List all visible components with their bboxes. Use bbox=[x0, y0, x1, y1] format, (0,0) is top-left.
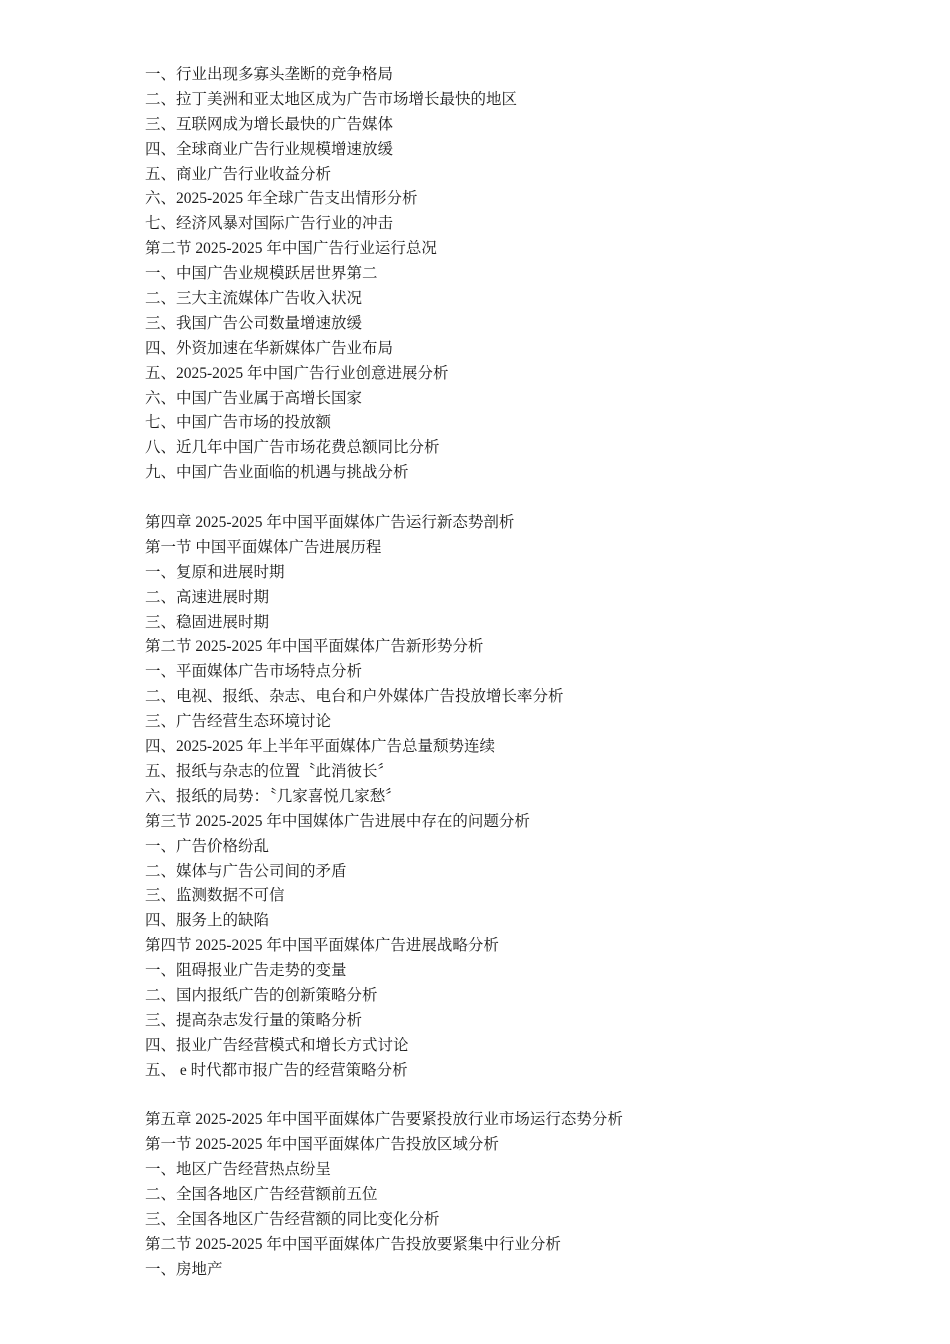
toc-line: 七、中国广告市场的投放额 bbox=[145, 414, 332, 432]
toc-line: 五、 e 时代都市报广告的经营策略分析 bbox=[145, 1061, 408, 1079]
toc-section-heading: 第一节 中国平面媒体广告进展历程 bbox=[145, 538, 382, 556]
toc-chapter-heading: 第五章 2025-2025 年中国平面媒体广告要紧投放行业市场运行态势分析 bbox=[145, 1111, 623, 1129]
toc-line: 一、广告价格纷乱 bbox=[145, 837, 270, 855]
toc-line: 二、高速进展时期 bbox=[145, 588, 270, 606]
toc-line: 二、全国各地区广告经营额前五位 bbox=[145, 1186, 378, 1204]
toc-section-heading: 第二节 2025-2025 年中国平面媒体广告投放要紧集中行业分析 bbox=[145, 1235, 561, 1253]
toc-line: 三、监测数据不可信 bbox=[145, 887, 285, 905]
toc-line: 三、广告经营生态环境讨论 bbox=[145, 713, 332, 731]
toc-line: 三、提高杂志发行量的策略分析 bbox=[145, 1011, 363, 1029]
toc-line: 一、地区广告经营热点纷呈 bbox=[145, 1161, 332, 1179]
toc-line: 一、平面媒体广告市场特点分析 bbox=[145, 663, 363, 681]
toc-line: 四、2025-2025 年上半年平面媒体广告总量颓势连续 bbox=[145, 738, 496, 756]
toc-line: 六、报纸的局势：〝几家喜悦几家愁〞 bbox=[145, 787, 401, 805]
toc-line: 七、经济风暴对国际广告行业的冲击 bbox=[145, 215, 394, 233]
toc-line: 二、拉丁美洲和亚太地区成为广告市场增长最快的地区 bbox=[145, 90, 518, 108]
toc-section-heading: 第三节 2025-2025 年中国媒体广告进展中存在的问题分析 bbox=[145, 812, 530, 830]
toc-line: 一、复原和进展时期 bbox=[145, 563, 285, 581]
toc-section-global-and-china-ad-industry bbox=[145, 63, 905, 486]
toc-line: 一、房地产 bbox=[145, 1260, 223, 1278]
toc-line: 三、全国各地区广告经营额的同比变化分析 bbox=[145, 1210, 440, 1228]
toc-chapter-heading: 第四章 2025-2025 年中国平面媒体广告运行新态势剖析 bbox=[145, 514, 515, 532]
toc-line: 四、外资加速在华新媒体广告业布局 bbox=[145, 339, 394, 357]
table-of-contents bbox=[145, 63, 905, 1283]
toc-chapter-4 bbox=[145, 511, 905, 1083]
toc-line: 五、2025-2025 年中国广告行业创意进展分析 bbox=[145, 364, 449, 382]
toc-line: 五、报纸与杂志的位置〝此消彼长〞 bbox=[145, 762, 394, 780]
toc-line: 六、2025-2025 年全球广告支出情形分析 bbox=[145, 190, 418, 208]
toc-line: 一、行业出现多寡头垄断的竞争格局 bbox=[145, 66, 394, 83]
toc-line: 三、互联网成为增长最快的广告媒体 bbox=[145, 115, 394, 133]
toc-section-heading: 第二节 2025-2025 年中国广告行业运行总况 bbox=[145, 240, 437, 258]
chapter-gap bbox=[145, 486, 905, 511]
toc-section-heading: 第一节 2025-2025 年中国平面媒体广告投放区域分析 bbox=[145, 1136, 499, 1154]
toc-section-heading: 第四节 2025-2025 年中国平面媒体广告进展战略分析 bbox=[145, 937, 499, 955]
toc-line: 六、中国广告业属于高增长国家 bbox=[145, 389, 363, 407]
toc-line: 二、电视、报纸、杂志、电台和户外媒体广告投放增长率分析 bbox=[145, 688, 564, 706]
toc-section-heading: 第二节 2025-2025 年中国平面媒体广告新形势分析 bbox=[145, 638, 484, 656]
toc-line: 一、阻碍报业广告走势的变量 bbox=[145, 962, 347, 980]
toc-chapter-5 bbox=[145, 1108, 905, 1282]
toc-line: 三、稳固进展时期 bbox=[145, 613, 270, 631]
toc-line: 四、全球商业广告行业规模增速放缓 bbox=[145, 140, 394, 158]
toc-line: 三、我国广告公司数量增速放缓 bbox=[145, 314, 363, 332]
toc-line: 四、报业广告经营模式和增长方式讨论 bbox=[145, 1036, 409, 1054]
toc-line: 二、三大主流媒体广告收入状况 bbox=[145, 290, 363, 308]
toc-line: 五、商业广告行业收益分析 bbox=[145, 165, 332, 183]
toc-line: 一、中国广告业规模跃居世界第二 bbox=[145, 265, 378, 283]
chapter-gap bbox=[145, 1084, 905, 1109]
toc-line: 九、中国广告业面临的机遇与挑战分析 bbox=[145, 464, 409, 482]
toc-line: 八、近几年中国广告市场花费总额同比分析 bbox=[145, 439, 440, 457]
toc-line: 二、媒体与广告公司间的矛盾 bbox=[145, 862, 347, 880]
toc-line: 二、国内报纸广告的创新策略分析 bbox=[145, 986, 378, 1004]
toc-line: 四、服务上的缺陷 bbox=[145, 912, 270, 930]
